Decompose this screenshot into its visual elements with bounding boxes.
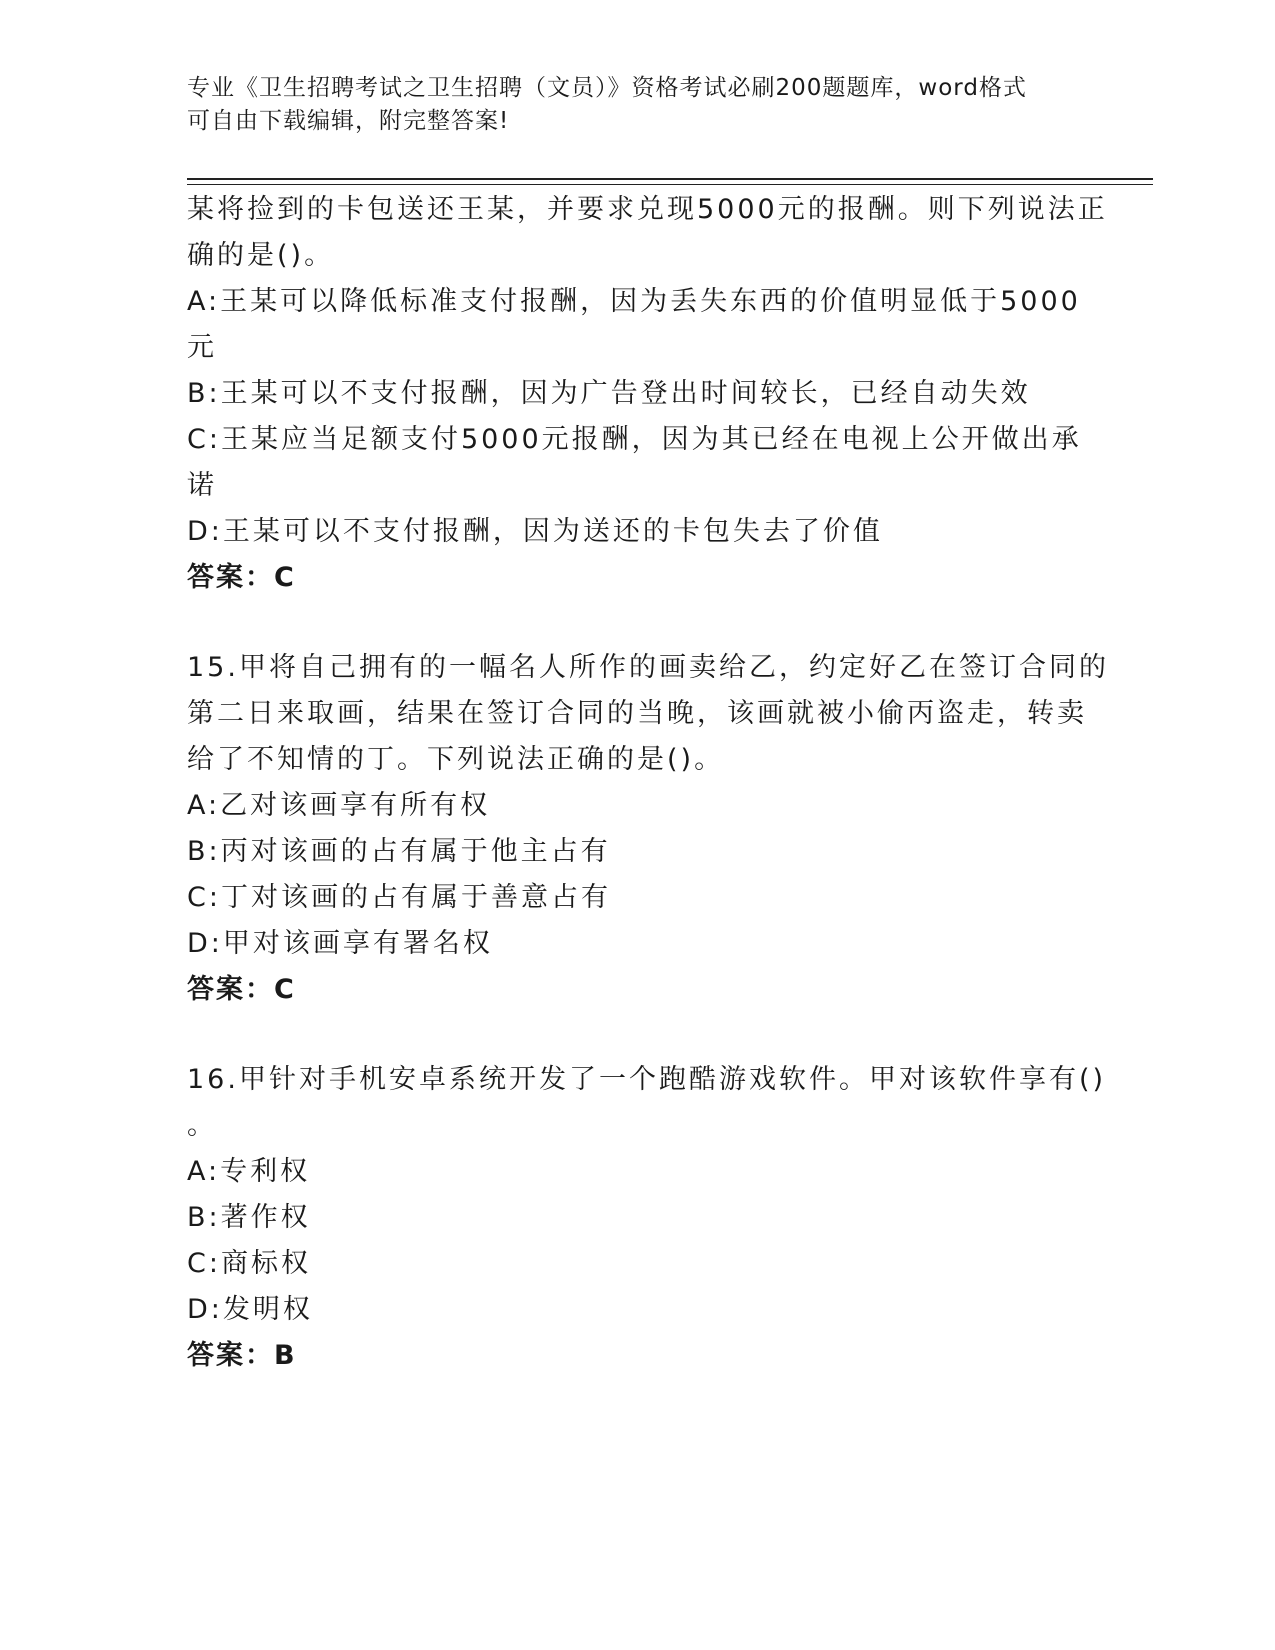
- question-stem-line: 某将捡到的卡包送还王某，并要求兑现5000元的报酬。则下列说法正: [187, 194, 1108, 225]
- header-divider-thick: [187, 178, 1153, 180]
- option-c: C:商标权: [187, 1248, 311, 1279]
- answer-line: 答案：B: [187, 1340, 297, 1371]
- option-c: C:王某应当足额支付5000元报酬，因为其已经在电视上公开做出承: [187, 424, 1082, 455]
- option-d: D:王某可以不支付报酬，因为送还的卡包失去了价值: [187, 516, 883, 547]
- answer-line: 答案：C: [187, 562, 296, 593]
- option-d: D:甲对该画享有署名权: [187, 928, 493, 959]
- option-a: A:专利权: [187, 1156, 311, 1187]
- option-b: B:王某可以不支付报酬，因为广告登出时间较长，已经自动失效: [187, 378, 1031, 409]
- option-b: B:著作权: [187, 1202, 311, 1233]
- header-line-1: 专业《卫生招聘考试之卫生招聘（文员）》资格考试必刷200题题库，word格式: [187, 75, 1027, 101]
- question-spacer: [187, 1013, 1087, 1057]
- option-c: C:丁对该画的占有属于善意占有: [187, 882, 611, 913]
- option-d: D:发明权: [187, 1294, 313, 1325]
- question-stem-line: 给了不知情的丁。下列说法正确的是()。: [187, 744, 725, 775]
- question-16: [187, 1057, 1107, 1379]
- question-stem-line: 确的是()。: [187, 240, 335, 271]
- question-stem-line: 。: [187, 1110, 217, 1141]
- question-15: [187, 645, 1109, 1013]
- option-a: A:王某可以降低标准支付报酬，因为丢失东西的价值明显低于5000: [187, 286, 1081, 317]
- question-stem-line: 第二日来取画，结果在签订合同的当晚，该画就被小偷丙盗走，转卖: [187, 698, 1087, 729]
- option-a-continued: 元: [187, 332, 217, 363]
- header-divider-thin: [187, 184, 1153, 185]
- question-spacer: [187, 601, 1087, 645]
- question-14: [187, 187, 1108, 601]
- option-c-continued: 诺: [187, 470, 217, 501]
- option-b: B:丙对该画的占有属于他主占有: [187, 836, 611, 867]
- question-stem-line: 16.甲针对手机安卓系统开发了一个跑酷游戏软件。甲对该软件享有(): [187, 1064, 1107, 1095]
- document-header: [187, 72, 1067, 138]
- answer-line: 答案：C: [187, 974, 296, 1005]
- option-a: A:乙对该画享有所有权: [187, 790, 491, 821]
- header-line-2: 可自由下载编辑，附完整答案!: [187, 108, 510, 134]
- question-list: [187, 187, 1109, 1379]
- question-stem-line: 15.甲将自己拥有的一幅名人所作的画卖给乙，约定好乙在签订合同的: [187, 652, 1109, 683]
